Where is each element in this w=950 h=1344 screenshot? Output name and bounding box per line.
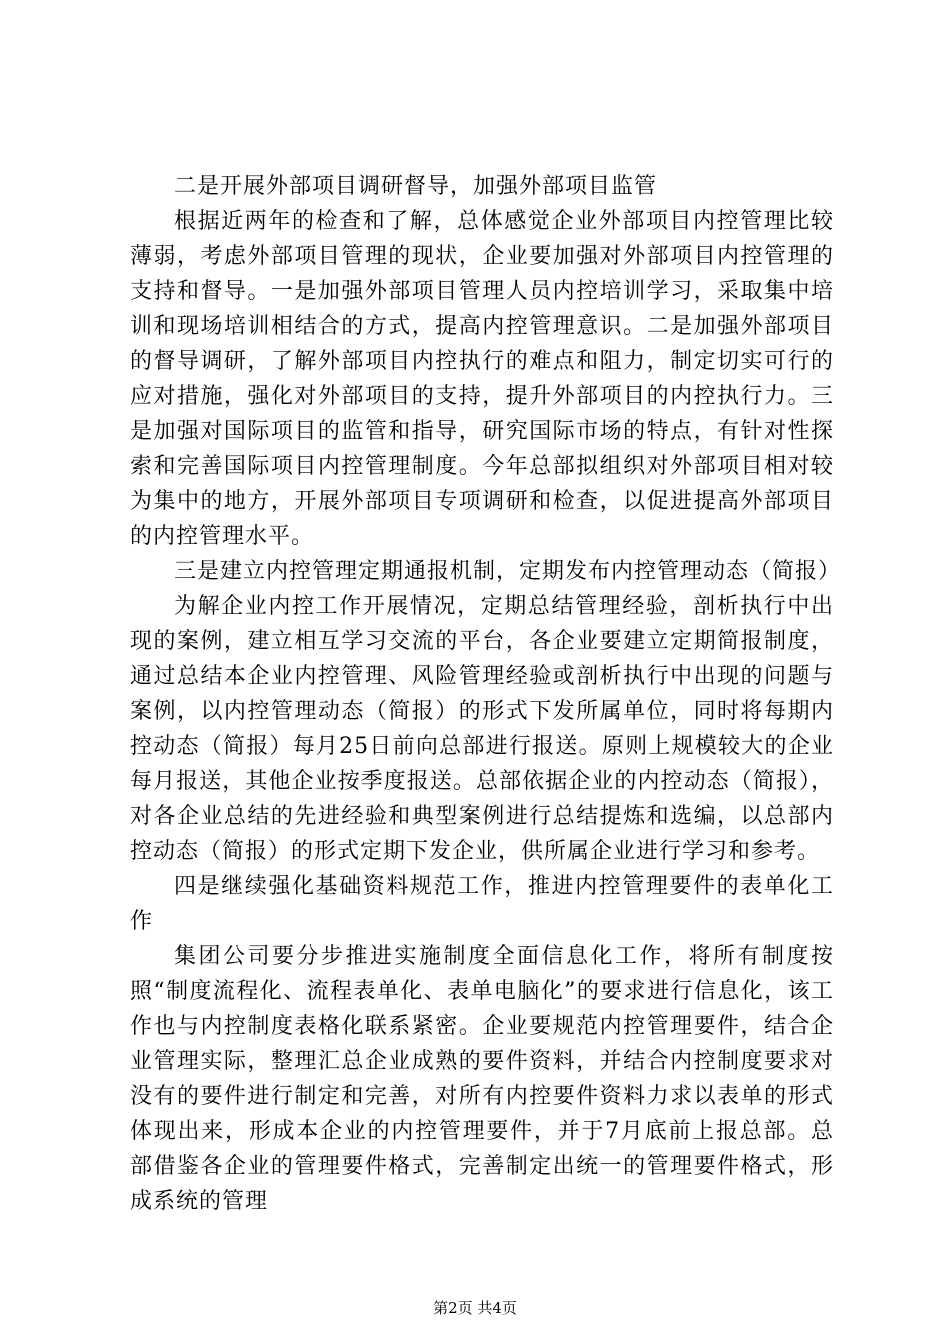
document-body [130, 169, 842, 1219]
body-paragraph: 根据近两年的检查和了解，总体感觉企业外部项目内控管理比较薄弱，考虑外部项目管理的现状，企业要加强对外部项目内控管理的支持和督导。一是加强外部项目管理人员内控培训学习，采取集中培训和现场培训相结合的方式，提高内控管理意识。二是加强外部项目的督导调研，了解外部项目内控执行的难点和阻力，制定切实可行的应对措施，强化对外部项目的支持，提升外部项目的内控执行力。三是加强对国际项目的监管和指导，研究国际市场的特点，有针对性探索和完善国际项目内控管理制度。今年总部拟组织对外部项目相对较为集中的地方，开展外部项目专项调研和检查，以促进提高外部项目的内控管理水平。 [130, 209, 834, 549]
body-paragraph: 为解企业内控工作开展情况，定期总结管理经验，剖析执行中出现的案例，建立相互学习交流的平台，各企业要建立定期简报制度，通过总结本企业内控管理、风险管理经验或剖析执行中出现的问题与案例，以内控管理动态（简报）的形式下发所属单位，同时将每期内控动态（简报）每月25日前向总部进行报送。原则上规模较大的企业每月报送，其他企业按季度报送。总部依据企业的内控动态（简报），对各企业总结的先进经验和典型案例进行总结提炼和选编，以总部内控动态（简报）的形式定期下发企业，供所属企业进行学习和参考。 [130, 594, 834, 864]
section-heading-3: 三是建立内控管理定期通报机制，定期发布内控管理动态（简报） [174, 559, 842, 584]
body-paragraph: 集团公司要分步推进实施制度全面信息化工作，将所有制度按照“制度流程化、流程表单化、表单电脑化”的要求进行信息化，该工作也与内控制度表格化联系紧密。企业要规范内控管理要件，结合企业管理实际，整理汇总企业成熟的要件资料，并结合内控制度要求对没有的要件进行制定和完善，对所有内控要件资料力求以表单的形式体现出来，形成本企业的内控管理要件，并于7月底前上报总部。总部借鉴各企业的管理要件格式，完善制定出统一的管理要件格式，形成系统的管理 [130, 944, 834, 1214]
page-footer: 第2页 共4页 [433, 1299, 517, 1317]
section-heading-2: 二是开展外部项目调研督导，加强外部项目监管 [174, 174, 658, 199]
section-heading-4: 四是继续强化基础资料规范工作，推进内控管理要件的表单化工作 [130, 874, 834, 934]
